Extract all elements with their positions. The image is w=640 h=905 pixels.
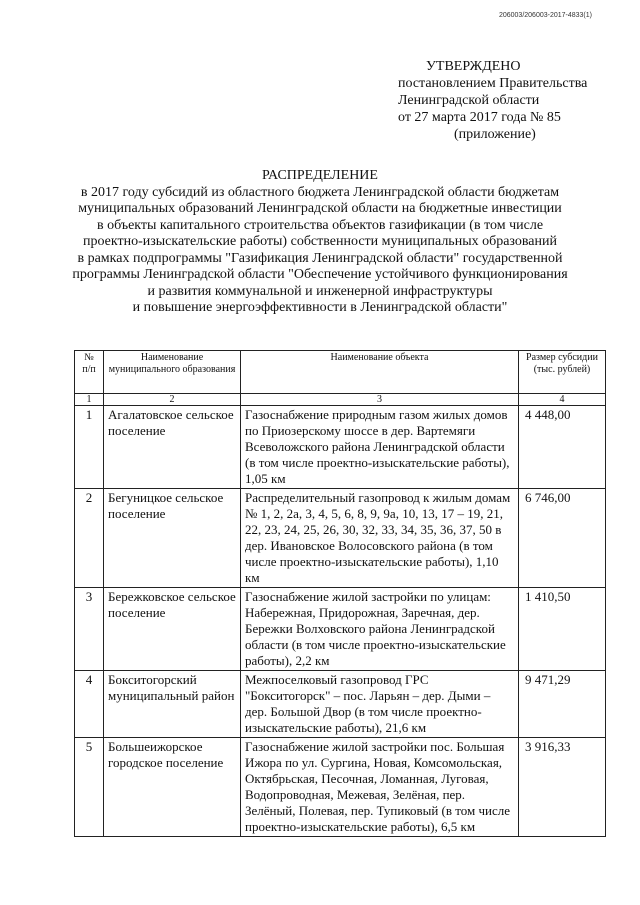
title-line: муниципальных образований Ленинградской области на бюджетные инвестиции — [78, 201, 562, 216]
row-object: Газоснабжение жилой застройки по улицам: Набережная, Придорожная, Заречная, дер. Бережки Волховского района Ленинградской области (в том числе проектно-изыскательские работы), 2,2 км — [241, 588, 519, 671]
approval-line: (приложение) — [454, 127, 536, 142]
table-row — [75, 489, 606, 588]
approval-line: от 27 марта 2017 года № 85 — [398, 110, 561, 125]
row-municipality: Большеижорское городское поселение — [104, 738, 241, 837]
title-line: в объекты капитального строительства объектов газификации (в том числе — [96, 217, 544, 233]
row-num: 3 — [75, 588, 104, 671]
row-amount: 4 448,00 — [519, 406, 606, 489]
header-subsidy: Размер субсидии (тыс. рублей) — [519, 351, 606, 394]
header-object: Наименование объекта — [241, 351, 519, 394]
row-municipality: Агалатовское сельское поселение — [104, 406, 241, 489]
column-number-row — [75, 394, 606, 406]
approval-line: УТВЕРЖДЕНО — [426, 59, 521, 74]
title-line: в 2017 году субсидий из областного бюджета Ленинградской области бюджетам — [80, 184, 560, 200]
row-municipality: Бережковское сельское поселение — [104, 588, 241, 671]
header-municipality: Наименование муниципального образования — [104, 351, 241, 394]
row-amount: 3 916,33 — [519, 738, 606, 837]
row-object: Распределительный газопровод к жилым домам № 1, 2, 2а, 3, 4, 5, 6, 8, 9, 9а, 10, 13, 17 – 19, 21, 22, 23, 24, 25, 26, 30, 32, 33, 34, 35, 36, 37, 50 в дер. Ивановское Волосовского района (в том числе проектно-изыскательские работы), 1,10 км — [241, 489, 519, 588]
subsidy-table — [74, 350, 606, 837]
table-row — [75, 406, 606, 489]
row-num: 2 — [75, 489, 104, 588]
row-municipality: Бокситогорский муниципальный район — [104, 671, 241, 738]
row-amount: 9 471,29 — [519, 671, 606, 738]
row-num: 5 — [75, 738, 104, 837]
document-title — [40, 168, 600, 317]
row-object: Газоснабжение природным газом жилых домов по Приозерскому шоссе в дер. Вартемяги Всеволожского района Ленинградской области (в том числе проектно-изыскательские работы), 1,05 км — [241, 406, 519, 489]
document-id: 206003/206003-2017-4833(1) — [498, 12, 592, 19]
table-header-row — [75, 351, 606, 394]
row-object: Межпоселковый газопровод ГРС "Бокситогорск" – пос. Ларьян – дер. Дыми – дер. Большой Двор (в том числе проектно-изыскательские работы), 21,6 км — [241, 671, 519, 738]
table-row — [75, 588, 606, 671]
row-amount: 6 746,00 — [519, 489, 606, 588]
approval-line: постановлением Правительства — [398, 76, 588, 91]
approval-line: Ленинградской области — [398, 93, 540, 108]
title-line: проектно-изыскательские работы) собственности муниципальных образований — [82, 234, 557, 249]
title-line: программы Ленинградской области "Обеспечение устойчивого функционирования — [72, 267, 568, 282]
title-line: в рамках подпрограммы "Газификация Ленинградской области" государственной — [77, 250, 563, 266]
title-heading: РАСПРЕДЕЛЕНИЕ — [262, 168, 378, 183]
title-line: и развития коммунальной и инженерной инфраструктуры — [147, 283, 493, 299]
table-row — [75, 738, 606, 837]
column-number: 3 — [241, 394, 519, 406]
table-row — [75, 671, 606, 738]
title-line: и повышение энергоэффективности в Ленинградской области" — [132, 300, 508, 315]
column-number: 4 — [519, 394, 606, 406]
row-municipality: Бегуницкое сельское поселение — [104, 489, 241, 588]
row-num: 1 — [75, 406, 104, 489]
row-amount: 1 410,50 — [519, 588, 606, 671]
header-num: № п/п — [75, 351, 104, 394]
column-number: 1 — [75, 394, 104, 406]
row-object: Газоснабжение жилой застройки пос. Большая Ижора по ул. Сургина, Новая, Комсомольская, Октябрьская, Песочная, Ломанная, Луговая, Водопроводная, Межевая, Зелёная, пер. Зелёный, Полевая, пер. Тупиковый (в том числе проектно-изыскательские работы), 6,5 км — [241, 738, 519, 837]
column-number: 2 — [104, 394, 241, 406]
approval-block — [398, 58, 618, 143]
row-num: 4 — [75, 671, 104, 738]
